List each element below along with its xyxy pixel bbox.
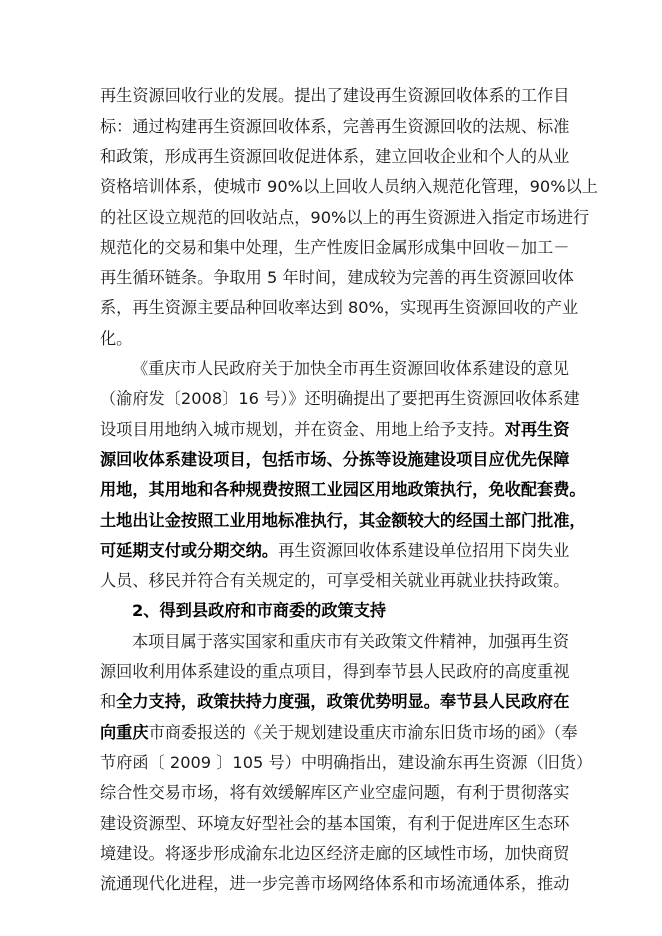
body-text-line: 再生资源回收行业的发展。提出了建设再生资源回收体系的工作目 xyxy=(100,86,570,105)
body-text-line: 再生循环链条。争取用 5 年时间，建成较为完善的再生资源回收体 xyxy=(100,268,574,287)
body-text-line xyxy=(100,690,569,714)
regular-text: 市商委报送的《关于规划建设重庆市渝东旧货市场的函》（奉 xyxy=(148,723,578,742)
section-heading: 2、得到县政府和市商委的政策支持 xyxy=(132,601,387,620)
body-text-line: 源回收利用体系建设的重点项目，得到奉节县人民政府的高度重视 xyxy=(100,662,570,681)
body-text-line: 人员、移民并符合有关规定的，可享受相关就业再就业扶持政策。 xyxy=(100,571,570,590)
body-text-line xyxy=(100,418,569,442)
body-text-line: 本项目属于落实国家和重庆市有关政策文件精神，加强再生资 xyxy=(132,632,570,651)
body-text-line: 流通现代化进程，进一步完善市场网络体系和市场流通体系，推动 xyxy=(100,874,570,893)
body-text-line xyxy=(100,721,578,745)
bold-text-line: 用地，其用地和各种规费按照工业园区用地政策执行，免收配套费。 xyxy=(100,480,586,499)
body-text-line xyxy=(100,539,569,563)
regular-text: 设项目用地纳入城市规划，并在资金、用地上给予支持。 xyxy=(100,420,505,439)
bold-text-line: 源回收体系建设项目，包括市场、分拣等设施建设项目应优先保障 xyxy=(100,450,570,469)
bold-text: 向重庆 xyxy=(100,723,149,742)
body-text-line: 规范化的交易和集中处理，生产性废旧金属形成集中回收－加工－ xyxy=(100,238,570,257)
body-text-line: 和政策，形成再生资源回收促进体系，建立回收企业和个人的从业 xyxy=(100,147,570,166)
body-text-line: 资格培训体系，使城市 90%以上回收人员纳入规范化管理，90%以上 xyxy=(100,177,598,196)
regular-text: 再生资源回收体系建设单位招用下岗失业 xyxy=(278,541,570,560)
body-text-line: （渝府发〔2008〕16 号）》还明确提出了要把再生资源回收体系建 xyxy=(100,389,580,408)
body-text-line: 系，再生资源主要品种回收率达到 80%，实现再生资源回收的产业 xyxy=(100,298,579,317)
body-text-line: 的社区设立规范的回收站点，90%以上的再生资源进入指定市场进行 xyxy=(100,208,590,227)
bold-text-line: 土地出让金按照工业用地标准执行，其金额较大的经国土部门批准， xyxy=(100,511,586,530)
bold-text: 全力支持，政策扶持力度强，政策优势明显。奉节县人民政府在 xyxy=(116,692,570,711)
body-text-line: 节府函〔 2009 〕105 号）中明确指出，建设渝东再生资源（旧货） xyxy=(100,753,593,772)
bold-text: 可延期支付或分期交纳。 xyxy=(100,541,279,560)
body-text-line: 《重庆市人民政府关于加快全市再生资源回收体系建设的意见 xyxy=(132,359,570,378)
body-text-line: 综合性交易市场，将有效缓解库区产业空虚问题，有利于贯彻落实 xyxy=(100,783,570,802)
body-text-line: 化。 xyxy=(100,329,133,348)
regular-text: 和 xyxy=(100,692,117,711)
bold-text: 对再生资 xyxy=(504,420,570,439)
body-text-line: 境建设。将逐步形成渝东北边区经济走廊的区域性市场，加快商贸 xyxy=(100,844,570,863)
body-text-line: 建设资源型、环境友好型社会的基本国策，有利于促进库区生态环 xyxy=(100,814,570,833)
body-text-line: 标：通过构建再生资源回收体系，完善再生资源回收的法规、标准 xyxy=(100,117,570,136)
